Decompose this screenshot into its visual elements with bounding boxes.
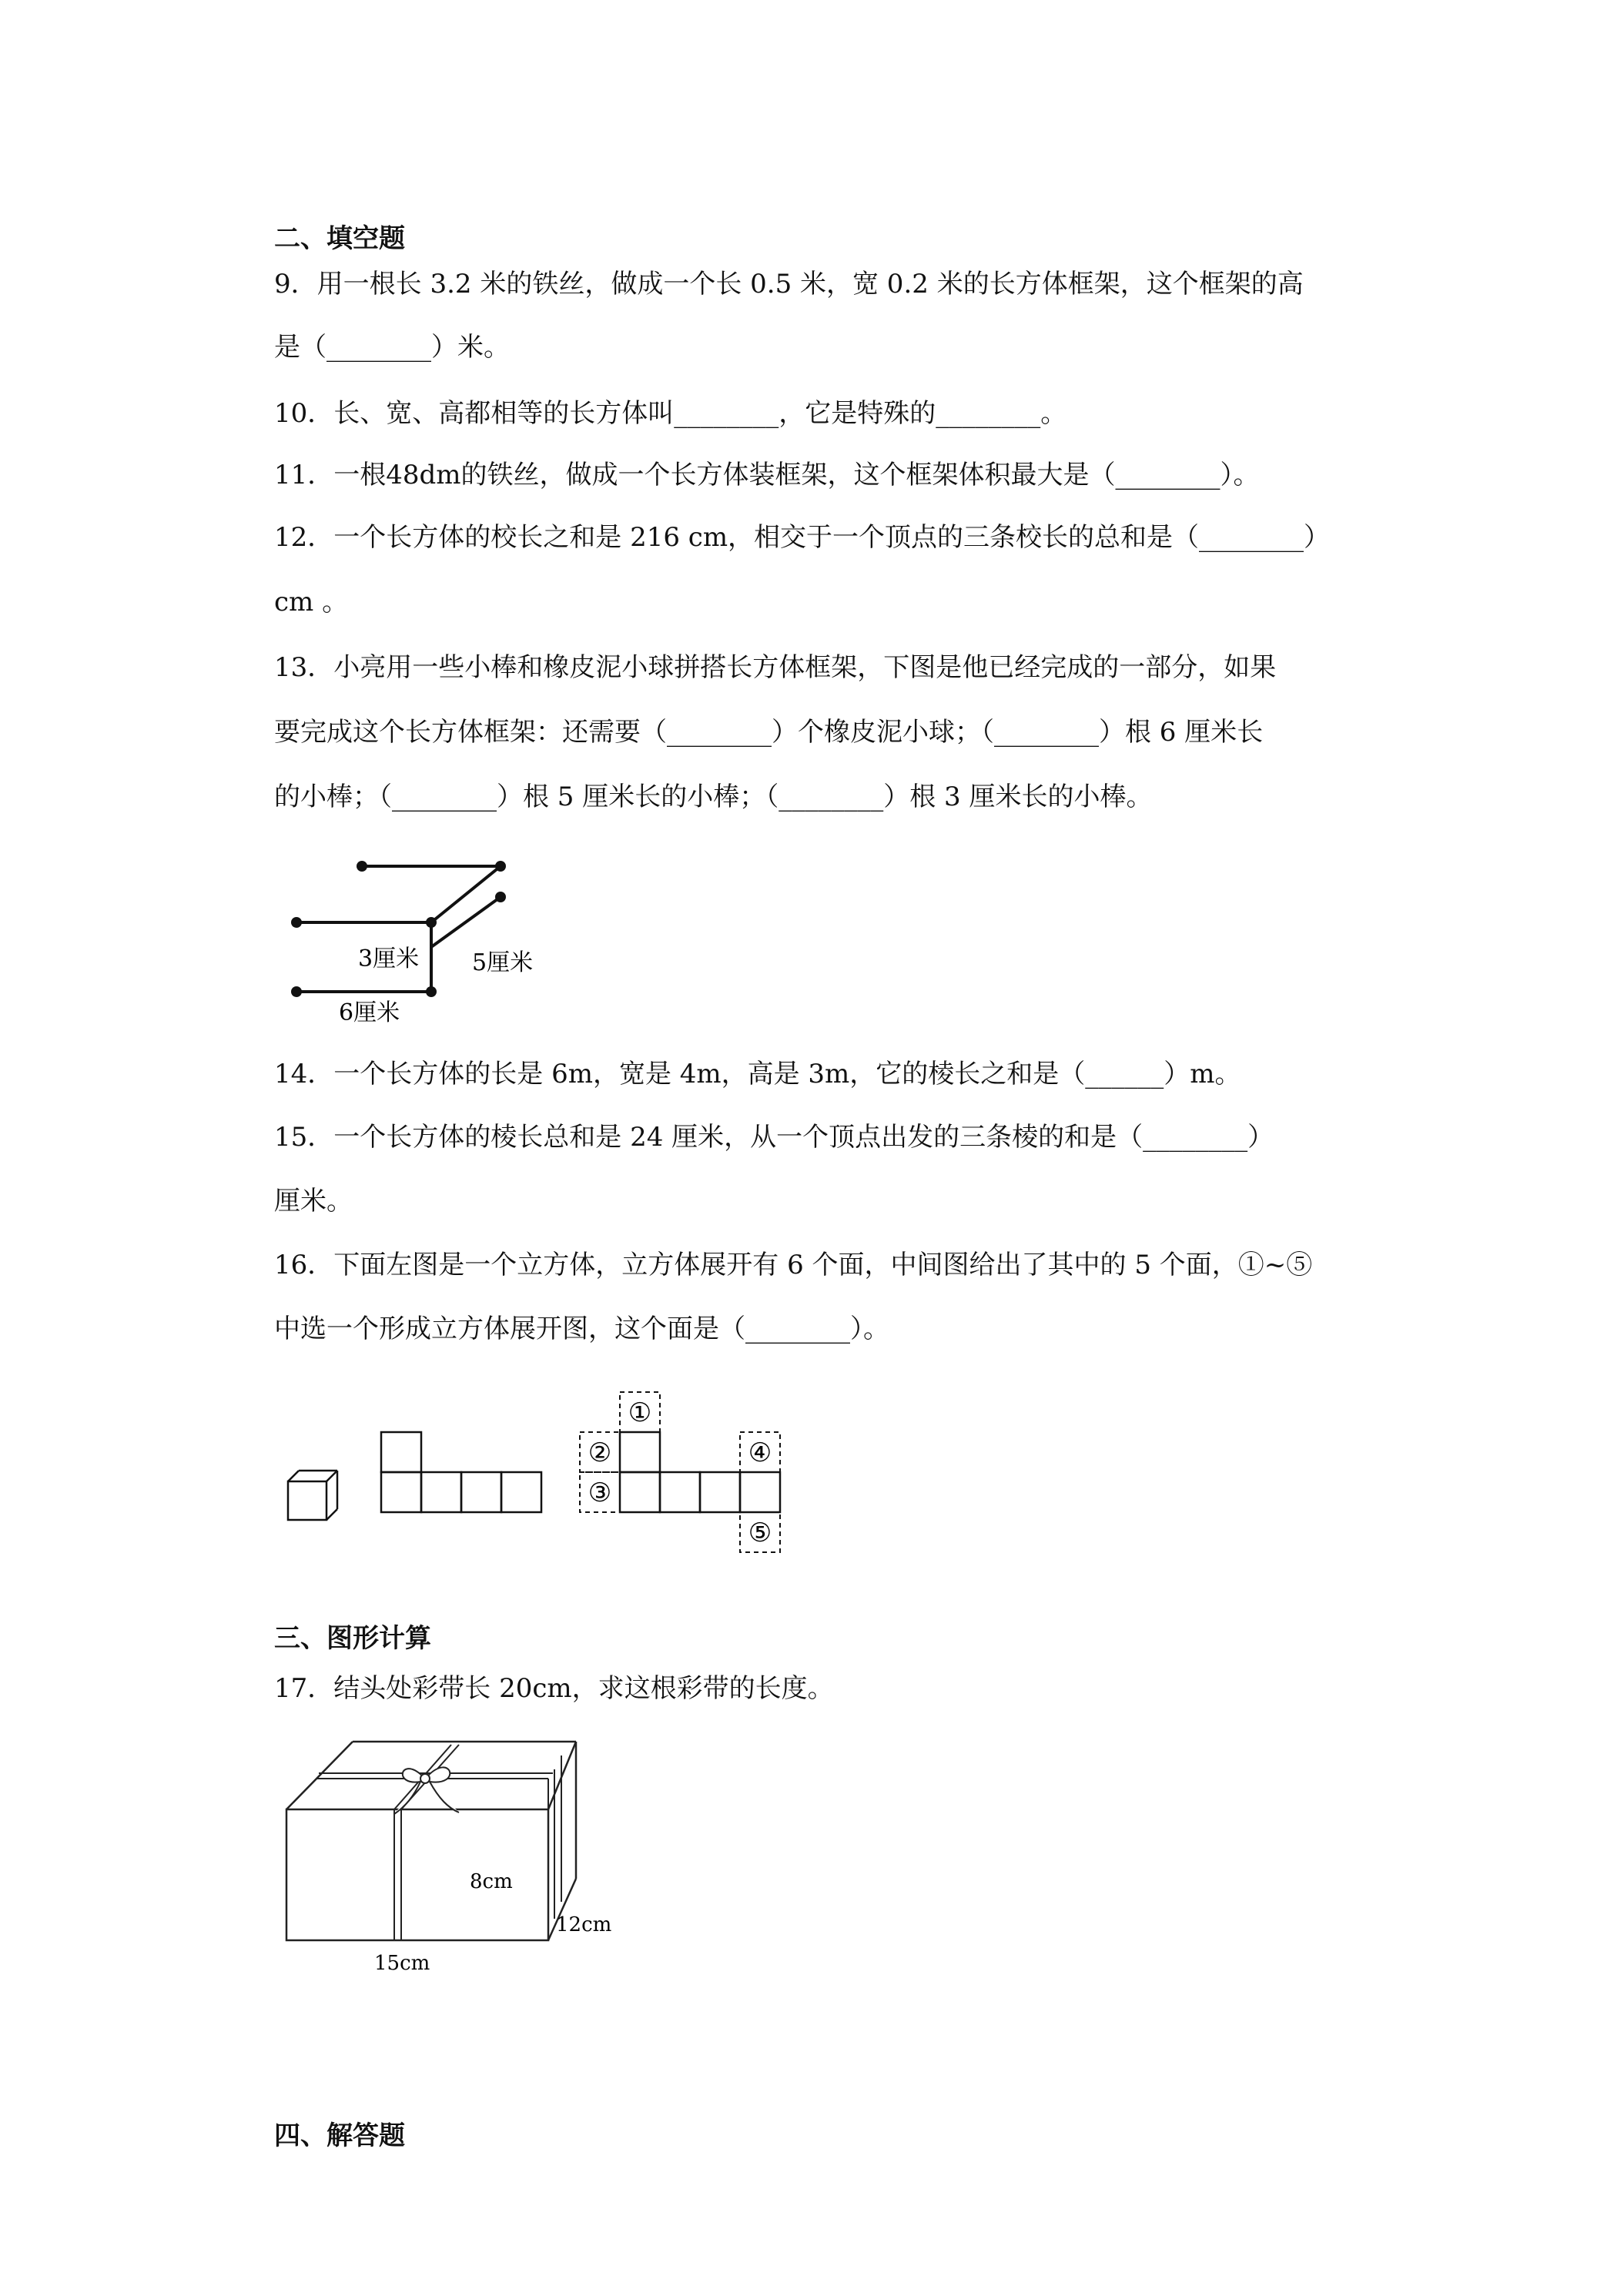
label-width: 15cm (374, 1952, 430, 1975)
question-13-line-1: 13．小亮用一些小棒和橡皮泥小球拼搭长方体框架，下图是他已经完成的一部分，如果 (274, 652, 1277, 683)
question-13-frame-figure (285, 847, 562, 1032)
section-heading-solve: 四、解答题 (274, 2120, 405, 2151)
question-12-line-1: 12．一个长方体的校长之和是 216 cm，相交于一个顶点的三条校长的总和是（________） (274, 522, 1331, 553)
question-14-line-1: 14．一个长方体的长是 6m，宽是 4m，高是 3m，它的棱长之和是（______）m。 (274, 1059, 1241, 1089)
five-face-net (381, 1432, 541, 1512)
question-11-line-1: 11．一根48dm的铁丝，做成一个长方体装框架，这个框架体积最大是（________）。 (274, 460, 1260, 490)
question-9-line-2: 是（________）米。 (274, 332, 510, 363)
clay-ball (291, 986, 302, 997)
label-height: 8cm (470, 1870, 513, 1893)
clay-ball (291, 917, 302, 928)
cube-drawing (288, 1471, 337, 1520)
section-heading-figure-calc: 三、图形计算 (274, 1623, 431, 1654)
question-15-line-2: 厘米。 (274, 1186, 353, 1217)
option-3-label: ③ (588, 1478, 612, 1508)
section-heading-fill-blank: 二、填空题 (274, 223, 405, 254)
question-16-line-2: 中选一个形成立方体展开图，这个面是（________）。 (274, 1314, 889, 1344)
clay-ball (426, 917, 437, 928)
question-17-line-1: 17．结头处彩带长 20cm，求这根彩带的长度。 (274, 1673, 834, 1704)
option-2-label: ② (588, 1438, 612, 1468)
clay-ball (426, 986, 437, 997)
clay-ball (495, 892, 506, 902)
question-16-cube-net-figure (277, 1378, 816, 1563)
option-1-label: ① (628, 1397, 652, 1428)
clay-ball (495, 861, 506, 872)
question-10-line-1: 10．长、宽、高都相等的长方体叫________，它是特殊的________。 (274, 398, 1067, 429)
ribbon-bow (394, 1767, 459, 1814)
option-5-label: ⑤ (748, 1518, 772, 1548)
option-4-label: ④ (748, 1438, 772, 1468)
question-17-gift-box-figure (277, 1725, 631, 1986)
question-15-line-1: 15．一个长方体的棱长总和是 24 厘米，从一个顶点出发的三条棱的和是（________） (274, 1122, 1274, 1153)
label-depth: 12cm (556, 1913, 612, 1936)
label-5cm: 5厘米 (472, 949, 534, 976)
label-3cm: 3厘米 (358, 946, 420, 972)
question-13-line-2: 要完成这个长方体框架：还需要（________）个橡皮泥小球；（________）根 6 厘米长 (274, 717, 1264, 748)
clay-ball (357, 861, 367, 872)
question-13-line-3: 的小棒；（________）根 5 厘米长的小棒；（________）根 3 厘米长的小棒。 (274, 782, 1153, 812)
question-12-line-2: cm 。 (274, 587, 349, 618)
gift-box (286, 1742, 576, 1940)
question-16-line-1: 16．下面左图是一个立方体，立方体展开有 6 个面，中间图给出了其中的 5 个面，①~⑤ (274, 1250, 1313, 1280)
label-6cm: 6厘米 (339, 999, 400, 1026)
question-9-line-1: 9．用一根长 3.2 米的铁丝，做成一个长 0.5 米，宽 0.2 米的长方体框架，这个框架的高 (274, 269, 1304, 300)
